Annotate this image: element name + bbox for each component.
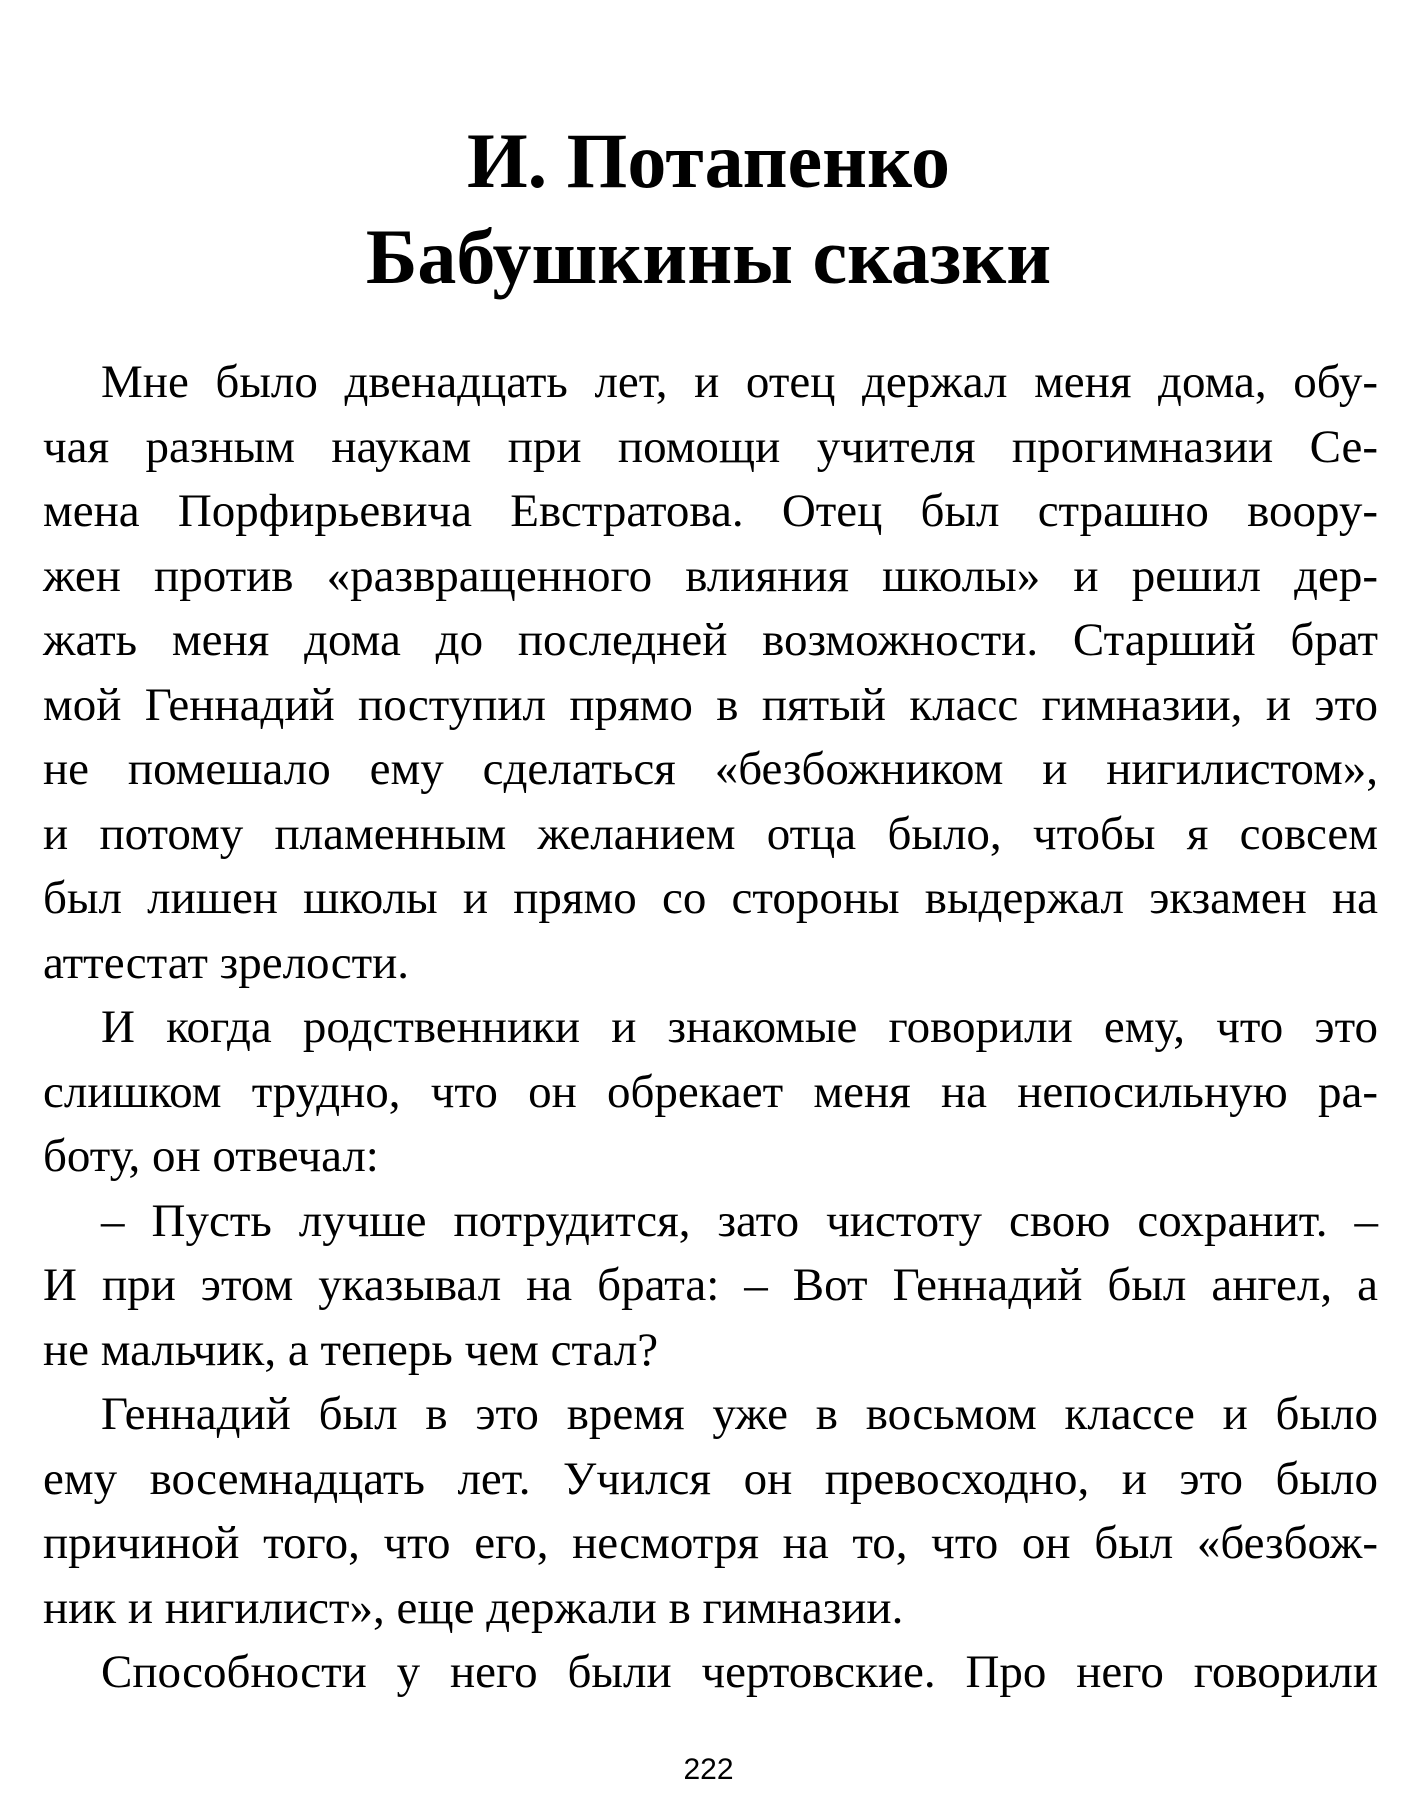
paragraph [43,1189,1378,1383]
text-line: И когда родственники и знакомые говорили ему, что это [101,1001,1378,1053]
text-line: был лишен школы и прямо со стороны выдержал экзамен на [43,872,1378,924]
paragraph [43,995,1378,1189]
text-line: не помешало ему сделаться «безбожником и нигилистом», [43,743,1378,795]
text-line: И при этом указывал на брата: – Вот Геннадий был ангел, а [43,1259,1378,1311]
text-line: ник и нигилист», еще держали в гимназии. [43,1581,904,1634]
text-line: не мальчик, а теперь чем стал? [43,1323,659,1376]
text-line: Способности у него были чертовские. Про него говорили [101,1646,1378,1698]
text-line: жать меня дома до последней возможности. Старший брат [43,614,1378,666]
work-title: Бабушкины сказки [365,213,1052,300]
paragraph [43,1640,1378,1705]
paragraph [43,1382,1378,1640]
author-name: И. Потапенко [467,117,950,204]
text-line: чая разным наукам при помощи учителя прогимназии Се- [43,420,1378,473]
title-block [0,113,1417,305]
text-line: жен против «развращенного влияния школы» и решил дер- [43,549,1378,602]
text-line: Геннадий был в это время уже в восьмом классе и было [101,1388,1378,1440]
text-line: причиной того, что его, несмотря на то, что он был «безбож- [43,1517,1378,1569]
body-text [43,350,1378,1705]
text-line: мена Порфирьевича Евстратова. Отец был страшно воору- [43,485,1378,537]
text-line: мой Геннадий поступил прямо в пятый класс гимназии, и это [43,678,1378,731]
text-line: и потому пламенным желанием отца было, чтобы я совсем [43,807,1378,860]
text-line: ему восемнадцать лет. Учился он превосходно, и это было [43,1452,1378,1505]
text-line: Мне было двенадцать лет, и отец держал меня дома, обу- [101,356,1378,408]
paragraph [43,350,1378,995]
text-line: боту, он отвечал: [43,1130,379,1182]
text-line: – Пусть лучше потрудится, зато чистоту свою сохранит. – [101,1194,1378,1247]
text-line: слишком трудно, что он обрекает меня на непосильную ра- [43,1065,1378,1118]
text-line: аттестат зрелости. [43,936,410,989]
page-number: 222 [683,1753,734,1786]
